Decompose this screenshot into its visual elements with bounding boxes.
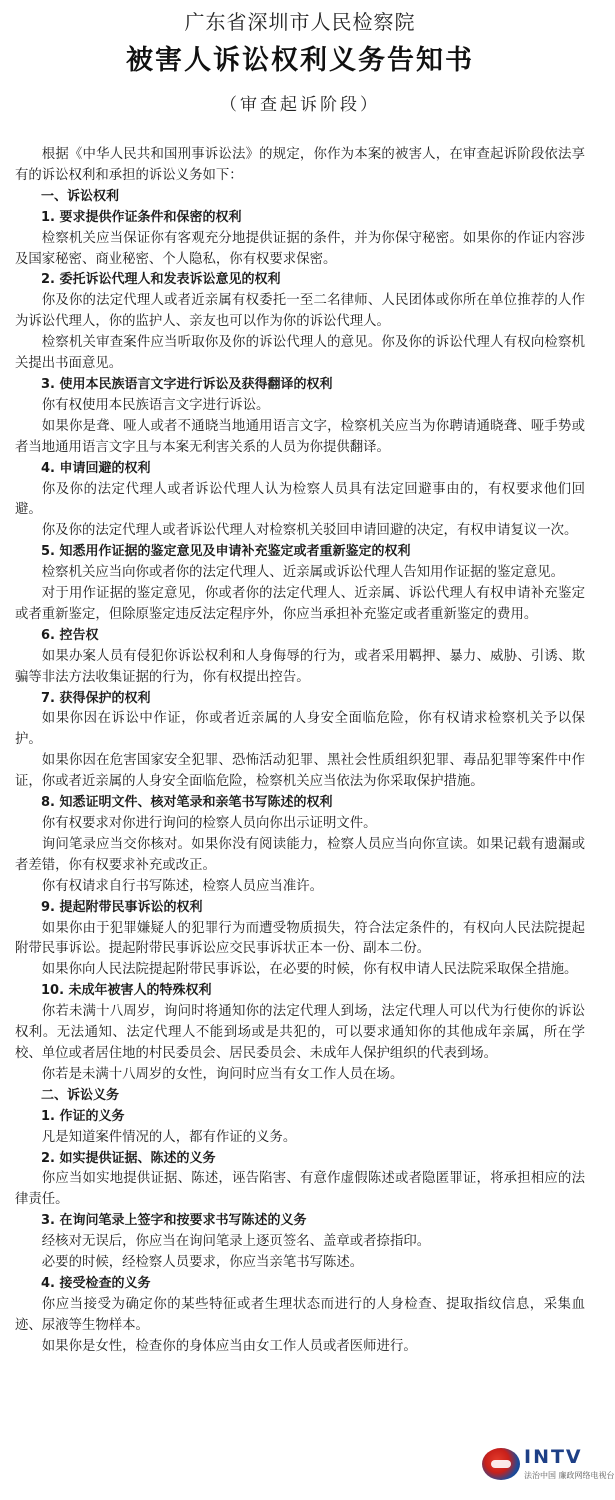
body-paragraph: 必要的时候，经检察人员要求，你应当亲笔书写陈述。 [41, 1255, 364, 1271]
section-heading: 9. 提起附带民事诉讼的权利 [41, 899, 203, 915]
intv-watermark-logo [478, 1444, 615, 1488]
section-heading: 二、诉讼义务 [41, 1087, 120, 1103]
section-heading: 3. 在询问笔录上签字和按要求书写陈述的义务 [41, 1213, 307, 1229]
body-paragraph: 你若是未满十八周岁的女性，询问时应当有女工作人员在场。 [41, 1066, 404, 1082]
body-paragraph: 你及你的法定代理人或者诉讼代理人对检察机关驳回申请回避的决定，有权申请复议一次。 [41, 523, 578, 539]
section-heading: 1. 作证的义务 [41, 1108, 125, 1124]
body-paragraph: 如果你向人民法院提起附带民事诉讼，在必要的时候，你有权申请人民法院采取保全措施。 [41, 962, 578, 978]
section-heading: 4. 申请回避的权利 [41, 460, 151, 476]
section-heading: 3. 使用本民族语言文字进行诉讼及获得翻译的权利 [41, 376, 333, 392]
body-paragraph: 经核对无误后，你应当在询问笔录上逐页签名、盖章或者捺指印。 [41, 1234, 431, 1250]
body-paragraph: 如果你由于犯罪嫌疑人的犯罪行为而遭受物质损失，符合法定条件的，有权向人民法院提起附带民事诉讼。提起附带民事诉讼应交民事诉状正本一份、副本二份。 [15, 920, 585, 957]
watermark-text: INTV [524, 1446, 583, 1468]
document-subtitle: （审查起诉阶段） [220, 95, 380, 115]
section-heading: 6. 控告权 [41, 627, 99, 643]
section-heading: 5. 知悉用作证据的鉴定意见及申请补充鉴定或者重新鉴定的权利 [41, 544, 411, 560]
section-heading: 7. 获得保护的权利 [41, 690, 151, 706]
document-body [15, 145, 585, 1358]
body-paragraph: 你有权要求对你进行询问的检察人员向你出示证明文件。 [41, 816, 377, 831]
body-paragraph: 如果你是女性，检查你的身体应当由女工作人员或者医师进行。 [41, 1338, 417, 1354]
section-heading: 一、诉讼权利 [41, 188, 120, 204]
section-heading: 10. 未成年被害人的特殊权利 [41, 983, 212, 999]
section-heading: 8. 知悉证明文件、核对笔录和亲笔书写陈述的权利 [41, 795, 333, 811]
body-paragraph: 如果你因在诉讼中作证，你或者近亲属的人身安全面临危险，你有权请求检察机关予以保护。 [15, 711, 585, 748]
body-paragraph: 凡是知道案件情况的人，都有作证的义务。 [41, 1129, 297, 1145]
body-paragraph: 如果办案人员有侵犯你诉讼权利和人身侮辱的行为，或者采用羁押、暴力、威胁、引诱、欺骗等非法方法收集证据的行为，你有权提出控告。 [15, 648, 585, 685]
body-paragraph: 如果你是聋、哑人或者不通晓当地通用语言文字，检察机关应当为你聘请通晓聋、哑手势或者当地通用语言文字且与本案无利害关系的人员为你提供翻译。 [15, 418, 585, 455]
body-paragraph: 你若未满十八周岁，询问时将通知你的法定代理人到场，法定代理人可以代为行使你的诉讼权利。无法通知、法定代理人不能到场或是共犯的，可以要求通知你的其他成年亲属，所在学校、单位或者居住地的村民委员会、居民委员会、未成年人保护组织的代表到场。 [15, 1004, 585, 1061]
body-paragraph: 你有权请求自行书写陈述，检察人员应当准许。 [41, 878, 323, 894]
body-paragraph: 检察机关应当保证你有客观充分地提供证据的条件，并为你保守秘密。如果你的作证内容涉及国家秘密、商业秘密、个人隐私，你有权要求保密。 [15, 230, 585, 267]
body-paragraph: 你及你的法定代理人或者诉讼代理人认为检察人员具有法定回避事由的，有权要求他们回避。 [15, 481, 585, 518]
intv-emblem-icon [482, 1448, 520, 1480]
issuing-organization: 广东省深圳市人民检察院 [184, 10, 416, 34]
body-paragraph: 如果你因在危害国家安全犯罪、恐怖活动犯罪、黑社会性质组织犯罪、毒品犯罪等案件中作证，你或者近亲属的人身安全面临危险，检察机关应当依法为你采取保护措施。 [15, 753, 585, 790]
body-paragraph: 你应当如实地提供证据、陈述，诬告陷害、有意作虚假陈述或者隐匿罪证，将承担相应的法律责任。 [15, 1171, 585, 1208]
document-title: 被害人诉讼权利义务告知书 [126, 45, 474, 76]
section-heading: 1. 要求提供作证条件和保密的权利 [41, 209, 242, 225]
body-paragraph: 你有权使用本民族语言文字进行诉讼。 [41, 397, 270, 413]
body-paragraph: 检察机关审查案件应当听取你及你的诉讼代理人的意见。你及你的诉讼代理人有权向检察机关提出书面意见。 [15, 335, 585, 372]
body-paragraph: 你应当接受为确定你的某些特征或者生理状态而进行的人身检查、提取指纹信息，采集血迹、尿液等生物样本。 [15, 1296, 585, 1333]
section-heading: 2. 委托诉讼代理人和发表诉讼意见的权利 [41, 272, 281, 288]
section-heading: 4. 接受检查的义务 [41, 1275, 151, 1291]
section-heading: 2. 如实提供证据、陈述的义务 [41, 1150, 216, 1166]
watermark-subtext: 法治中国 廉政网络电视台 [524, 1471, 615, 1480]
body-paragraph: 检察机关应当向你或者你的法定代理人、近亲属或诉讼代理人告知用作证据的鉴定意见。 [41, 565, 565, 581]
body-paragraph: 你及你的法定代理人或者近亲属有权委托一至二名律师、人民团体或你所在单位推荐的人作为诉讼代理人，你的监护人、亲友也可以作为你的诉讼代理人。 [15, 293, 585, 330]
body-paragraph: 根据《中华人民共和国刑事诉讼法》的规定，你作为本案的被害人，在审查起诉阶段依法享有的诉讼权利和承担的诉讼义务如下： [15, 147, 585, 183]
body-paragraph: 对于用作证据的鉴定意见，你或者你的法定代理人、近亲属、诉讼代理人有权申请补充鉴定或者重新鉴定，但除原鉴定违反法定程序外，你应当承担补充鉴定或者重新鉴定的费用。 [15, 586, 585, 622]
body-paragraph: 询问笔录应当交你核对。如果你没有阅读能力，检察人员应当向你宣读。如果记载有遗漏或者差错，你有权要求补充或改正。 [15, 836, 585, 873]
